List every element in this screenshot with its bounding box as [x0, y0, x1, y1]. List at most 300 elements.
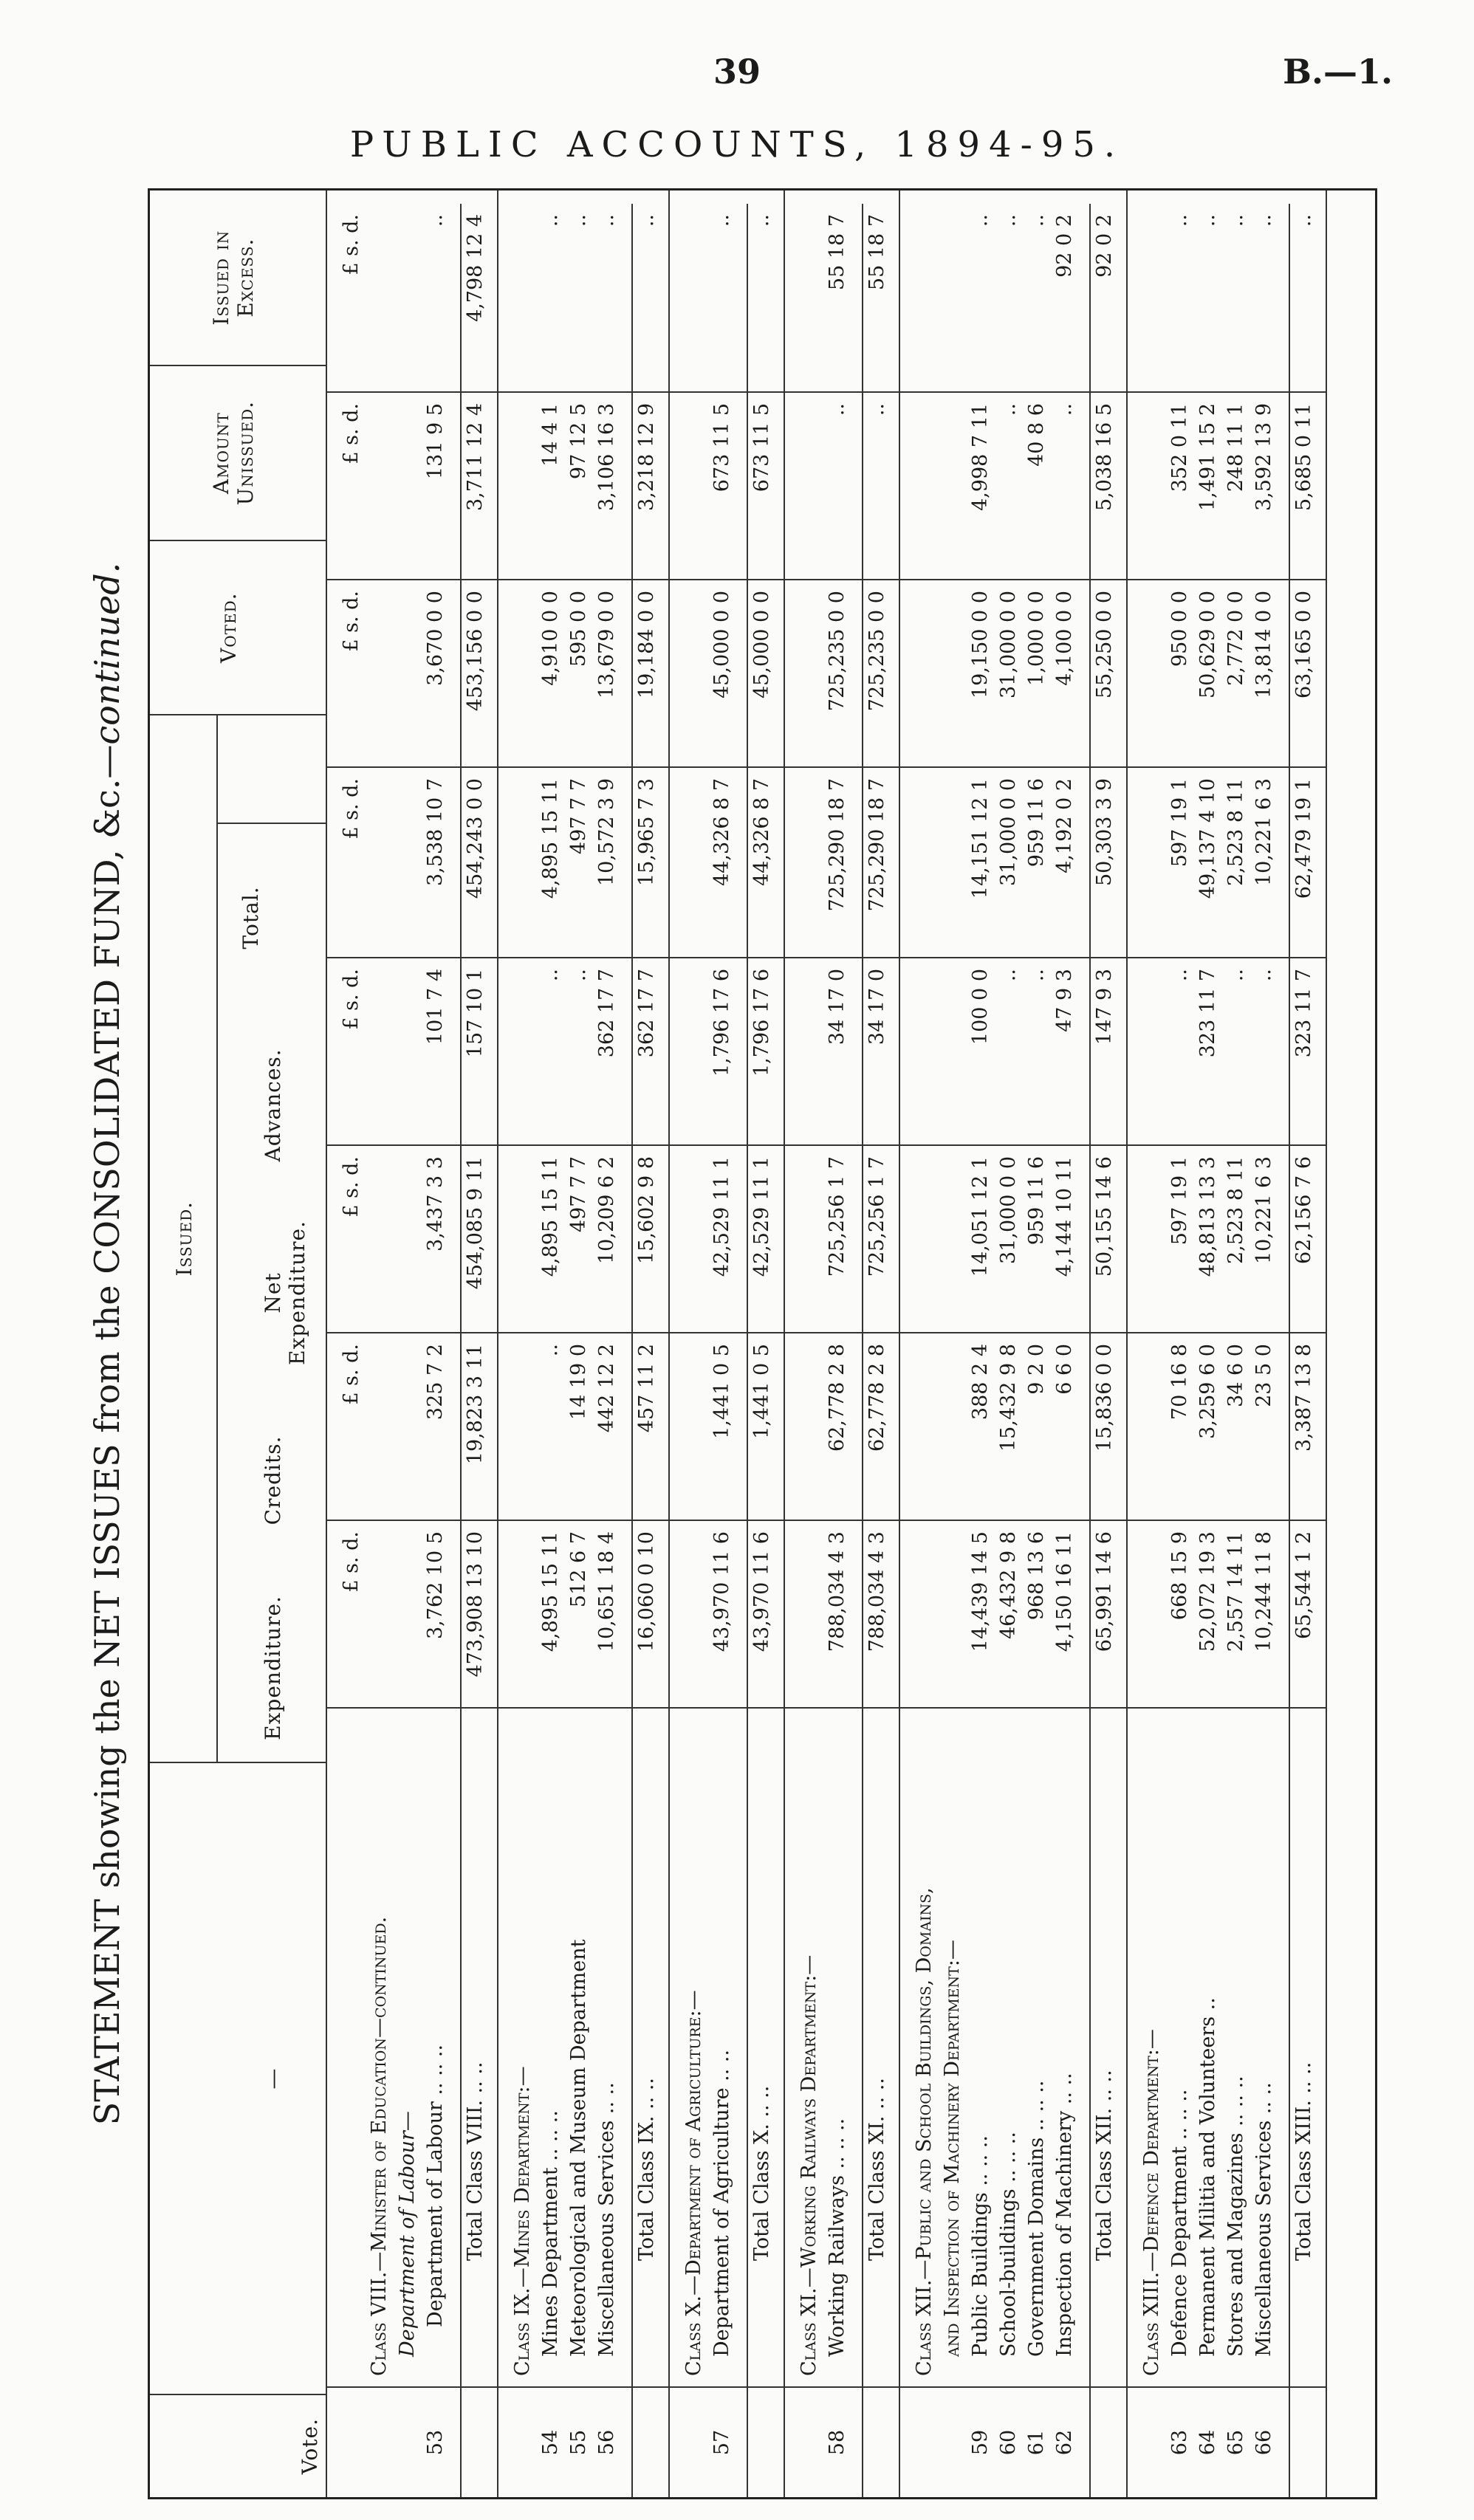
vote-number: 63	[1168, 2429, 1191, 2456]
total-cred: 15,836 0 0	[1089, 1333, 1119, 1520]
amount-unis: ..	[997, 403, 1020, 416]
amount-exc	[394, 204, 422, 391]
description-column	[670, 1707, 784, 2386]
amount-tot: 4,895 15 11	[539, 778, 562, 899]
amount-tot	[1138, 768, 1166, 957]
amount-net	[911, 1146, 939, 1332]
class-section	[670, 190, 785, 2497]
line-description: Public Buildings .. .. ..	[969, 2135, 992, 2357]
amount-cred	[366, 1333, 394, 1520]
total-tot: 44,326 8 7	[747, 768, 776, 957]
line-description: Government Domains .. .. ..	[1025, 2080, 1048, 2357]
class-section	[1128, 190, 1327, 2497]
header-advances: Advances.	[261, 1048, 285, 1162]
total-net: 725,256 1 7	[862, 1146, 891, 1332]
vote-number: 60	[997, 2429, 1020, 2456]
amount-net: 4,144 10 11	[1053, 1156, 1076, 1277]
amount-exp: 52,072 19 3	[1196, 1531, 1219, 1652]
amount-tot: 2,523 8 11	[1224, 778, 1247, 886]
amount-exc: ..	[567, 214, 590, 227]
currency-header: £ s. d.	[340, 1156, 363, 1218]
amount-tot: 4,192 0 2	[1053, 778, 1076, 873]
amount-cred: 14 19 0	[567, 1344, 590, 1421]
amount-exc: ..	[1252, 214, 1275, 227]
amount-exc	[509, 204, 537, 391]
exp-column	[498, 1520, 668, 1707]
amount-cred	[911, 1333, 939, 1520]
amount-exp: 3,762 10 5	[424, 1531, 447, 1639]
vote-number: 56	[595, 2429, 618, 2456]
total-exc: 92 0 2	[1089, 204, 1119, 391]
amount-exp	[795, 1521, 823, 1707]
total-adv: 323 11 7	[1289, 958, 1318, 1144]
amount-unis: ..	[826, 403, 849, 416]
amount-tot	[911, 768, 939, 957]
amount-adv: 1,796 17 6	[710, 969, 733, 1077]
amount-tot	[394, 768, 422, 957]
class-section	[785, 190, 900, 2497]
amount-voted: 50,629 0 0	[1196, 591, 1219, 698]
currency-header: £ s. d.	[340, 591, 363, 652]
header-issued-group	[150, 714, 326, 1761]
unis-column	[900, 391, 1126, 579]
amount-unis	[394, 393, 422, 579]
line-description: Meteorological and Museum Department	[567, 1939, 590, 2357]
total-exp: 65,544 1 2	[1289, 1521, 1318, 1707]
amount-cred: 62,778 2 8	[826, 1344, 849, 1452]
tot-column	[900, 766, 1126, 957]
amount-adv	[366, 958, 394, 1144]
amount-unis	[939, 393, 967, 579]
adv-column	[498, 957, 668, 1144]
total-adv: 147 9 3	[1089, 958, 1119, 1144]
amount-cred	[394, 1333, 422, 1520]
amount-exp: 512 6 7	[567, 1531, 590, 1608]
amount-unis	[1138, 393, 1166, 579]
vote-number	[680, 2388, 708, 2497]
vote-number: 53	[424, 2429, 447, 2456]
line-description: Defence Department .. .. ..	[1168, 2089, 1191, 2357]
total-exp: 16,060 0 10	[631, 1521, 661, 1707]
document-reference: B.—1.	[1283, 52, 1393, 92]
adv-column	[670, 957, 784, 1144]
vote-number	[939, 2388, 967, 2497]
net-column	[785, 1144, 899, 1332]
adv-column	[1128, 957, 1326, 1144]
total-net: 62,156 7 6	[1289, 1146, 1318, 1332]
vote-number	[795, 2388, 823, 2497]
total-voted: 45,000 0 0	[747, 580, 776, 766]
line-description: Class VIII.—Minister of Education—continued.	[368, 1916, 391, 2376]
amount-net: 10,209 6 2	[595, 1156, 618, 1264]
net-column	[327, 1144, 497, 1332]
amount-unis: ..	[1053, 403, 1076, 416]
total-tot: 15,965 7 3	[631, 768, 661, 957]
amount-exp	[939, 1521, 967, 1707]
total-cred: 1,441 0 5	[747, 1333, 776, 1520]
amount-voted: 13,679 0 0	[595, 591, 618, 698]
net-column	[498, 1144, 668, 1332]
cred-column	[900, 1332, 1126, 1520]
line-description: Working Railways .. .. ..	[826, 2118, 849, 2357]
amount-net: 959 11 6	[1025, 1156, 1048, 1246]
vote-column	[670, 2386, 784, 2497]
total-voted: 55,250 0 0	[1089, 580, 1119, 766]
amount-exc: 55 18 7	[826, 214, 849, 291]
total-cred: 62,778 2 8	[862, 1333, 891, 1520]
page-header	[0, 0, 1474, 192]
currency-header: £ s. d.	[340, 778, 363, 840]
amount-cred: 34 6 0	[1224, 1344, 1247, 1407]
amount-voted: 4,910 0 0	[539, 591, 562, 686]
amount-adv: 362 17 7	[595, 969, 618, 1058]
amount-unis: 40 8 6	[1025, 403, 1048, 467]
cred-column	[498, 1332, 668, 1520]
statement-title	[81, 188, 133, 2499]
amount-tot: 959 11 6	[1025, 778, 1048, 868]
amount-exp: 2,557 14 11	[1224, 1531, 1247, 1652]
amount-adv	[795, 958, 823, 1144]
header-issued-in-excess: Issued in Excess.	[209, 230, 258, 326]
amount-unis: 352 0 11	[1168, 403, 1191, 492]
header-description	[150, 1762, 326, 2394]
amount-unis: 131 9 5	[424, 403, 447, 480]
line-description: Class XI.—Working Railways Department:—	[798, 1954, 820, 2376]
cred-column	[327, 1332, 497, 1520]
exc-column	[1128, 204, 1326, 391]
amount-cred	[680, 1333, 708, 1520]
line-description: Class XIII.—Defence Department:—	[1140, 2029, 1163, 2376]
amount-exc: ..	[1168, 214, 1191, 227]
amount-tot: 14,151 12 1	[969, 778, 992, 899]
exc-column	[327, 204, 497, 391]
amount-tot	[795, 768, 823, 957]
amount-exc: 92 0 2	[1053, 214, 1076, 278]
amount-exc: ..	[710, 214, 733, 227]
amount-exp: 10,651 18 4	[595, 1531, 618, 1652]
exp-column	[900, 1520, 1126, 1707]
amount-exc: ..	[539, 214, 562, 227]
class-total-label: Total Class XIII. .. ..	[1289, 1709, 1318, 2386]
vote-number: 61	[1025, 2429, 1048, 2456]
tot-column	[785, 766, 899, 957]
total-voted: 725,235 0 0	[862, 580, 891, 766]
cred-column	[785, 1332, 899, 1520]
amount-net	[509, 1146, 537, 1332]
line-description: Miscellaneous Services .. ..	[1252, 2082, 1275, 2357]
amount-tot: 725,290 18 7	[826, 778, 849, 912]
amount-voted: 4,100 0 0	[1053, 591, 1076, 686]
header-vote	[150, 2394, 326, 2497]
amount-exc	[795, 204, 823, 391]
class-total-label: Total Class IX. .. ..	[631, 1709, 661, 2386]
amount-exc: ..	[997, 214, 1020, 227]
class-total-label: Total Class VIII. .. ..	[460, 1709, 490, 2386]
amount-adv: 101 7 4	[424, 969, 447, 1046]
amount-cred: 3,259 6 0	[1196, 1344, 1219, 1439]
amount-net: 597 19 1	[1168, 1156, 1191, 1246]
vote-number: 66	[1252, 2429, 1275, 2456]
amount-exp: 668 15 9	[1168, 1531, 1191, 1621]
amount-exc	[939, 204, 967, 391]
header-issued: Issued.	[172, 1201, 196, 1277]
amount-exc: ..	[969, 214, 992, 227]
amount-exc	[1138, 204, 1166, 391]
amount-tot: 597 19 1	[1168, 778, 1191, 868]
unis-column	[498, 391, 668, 579]
amount-adv	[939, 958, 967, 1144]
exc-column	[785, 204, 899, 391]
cred-column	[1128, 1332, 1326, 1520]
header-voted-cell	[150, 540, 326, 715]
total-adv: 1,796 17 6	[747, 958, 776, 1144]
amount-net	[795, 1146, 823, 1332]
amount-tot	[509, 768, 537, 957]
total-voted: 63,165 0 0	[1289, 580, 1318, 766]
rotated-statement	[81, 188, 1381, 2499]
amount-unis: 14 4 1	[539, 403, 562, 467]
class-total-label: Total Class XII. .. ..	[1089, 1709, 1119, 2386]
description-column	[900, 1707, 1126, 2386]
currency-header: £ s. d.	[340, 1531, 363, 1593]
total-unis: ..	[862, 393, 891, 579]
total-exc: ..	[747, 204, 776, 391]
amount-net	[1138, 1146, 1166, 1332]
amount-adv: ..	[1168, 969, 1191, 982]
amount-unis	[366, 393, 394, 579]
amount-exp	[509, 1521, 537, 1707]
amount-adv	[509, 958, 537, 1144]
header-excess-cell	[150, 190, 326, 365]
amount-exp: 43,970 11 6	[710, 1531, 733, 1652]
description-column	[327, 1707, 497, 2386]
amount-unis: 97 12 5	[567, 403, 590, 480]
amount-tot	[680, 768, 708, 957]
amount-cred: 9 2 0	[1025, 1344, 1048, 1395]
total-tot: 50,303 3 9	[1089, 768, 1119, 957]
amount-unis	[795, 393, 823, 579]
header-vote-label: Vote.	[298, 2418, 322, 2475]
amount-tot: 44,326 8 7	[710, 778, 733, 886]
header-credits: Credits.	[261, 1435, 285, 1525]
description-column	[785, 1707, 899, 2386]
total-tot: 725,290 18 7	[862, 768, 891, 957]
line-description: Class IX.—Mines Department:—	[511, 2066, 534, 2376]
amount-exc: ..	[595, 214, 618, 227]
amount-exp	[394, 1521, 422, 1707]
currency-header: £ s. d.	[340, 403, 363, 464]
tot-column	[670, 766, 784, 957]
line-description: Mines Department .. .. ..	[539, 2110, 562, 2357]
total-unis: 3,218 12 9	[631, 393, 661, 579]
total-exp: 43,970 11 6	[747, 1521, 776, 1707]
currency-header: £ s. d.	[340, 1344, 363, 1405]
vote-number	[509, 2388, 537, 2497]
amount-exp: 10,244 11 8	[1252, 1531, 1275, 1652]
total-adv: 157 10 1	[460, 958, 490, 1144]
amount-exp: 14,439 14 5	[969, 1531, 992, 1652]
amount-net: 10,221 6 3	[1252, 1156, 1275, 1264]
total-unis: 3,711 12 4	[460, 393, 490, 579]
total-adv: 34 17 0	[862, 958, 891, 1144]
total-exc: 4,798 12 4	[460, 204, 490, 391]
description-column	[498, 1707, 668, 2386]
amount-exp: 968 13 6	[1025, 1531, 1048, 1621]
amount-adv: ..	[997, 969, 1020, 982]
total-net: 454,085 9 11	[460, 1146, 490, 1332]
amount-adv: 323 11 7	[1196, 969, 1219, 1058]
exc-column	[900, 204, 1126, 391]
statement-title-continued: continued.	[87, 562, 127, 745]
amount-net: 3,437 3 3	[424, 1156, 447, 1252]
total-voted: 453,156 0 0	[460, 580, 490, 766]
total-tot: 454,243 0 0	[460, 768, 490, 957]
amount-net: 14,051 12 1	[969, 1156, 992, 1277]
amount-voted: 595 0 0	[567, 591, 590, 667]
amount-voted: 3,670 0 0	[424, 591, 447, 686]
page-number: 39	[713, 52, 761, 92]
description-column	[1128, 1707, 1326, 2386]
tot-column	[1128, 766, 1326, 957]
total-exc: ..	[1289, 204, 1318, 391]
total-net: 15,602 9 8	[631, 1146, 661, 1332]
amount-adv: 34 17 0	[826, 969, 849, 1046]
total-net: 50,155 14 6	[1089, 1146, 1119, 1332]
total-unis: 5,038 16 5	[1089, 393, 1119, 579]
line-description: and Inspection of Machinery Department:—	[941, 1940, 964, 2357]
total-tot: 62,479 19 1	[1289, 768, 1318, 957]
amount-exp: 46,432 9 8	[997, 1531, 1020, 1639]
amount-exp	[911, 1521, 939, 1707]
amount-cred: 388 2 4	[969, 1344, 992, 1421]
amount-voted	[795, 580, 823, 766]
amount-net: 31,000 0 0	[997, 1156, 1020, 1264]
vote-number: 54	[539, 2429, 562, 2456]
amount-adv: ..	[567, 969, 590, 982]
amount-voted: 13,814 0 0	[1252, 591, 1275, 698]
amount-exc: ..	[1224, 214, 1247, 227]
unis-column	[670, 391, 784, 579]
amount-voted	[509, 580, 537, 766]
line-description: School-buildings .. .. ..	[997, 2132, 1020, 2357]
amount-unis: 3,106 16 3	[595, 403, 618, 511]
amount-tot: 10,572 3 9	[595, 778, 618, 886]
amount-exc	[366, 204, 394, 391]
class-section	[327, 190, 498, 2497]
line-description: Stores and Magazines .. .. ..	[1224, 2076, 1247, 2357]
amount-adv: ..	[539, 969, 562, 982]
amount-cred: 325 7 2	[424, 1344, 447, 1421]
net-column	[900, 1144, 1126, 1332]
line-description: Department of Agriculture .. ..	[710, 2049, 733, 2357]
net-column	[670, 1144, 784, 1332]
amount-cred: ..	[539, 1344, 562, 1357]
total-exp: 65,991 14 6	[1089, 1521, 1119, 1707]
vote-number: 57	[710, 2429, 733, 2456]
amount-cred	[795, 1333, 823, 1520]
amount-adv: 100 0 0	[969, 969, 992, 1046]
amount-voted: 31,000 0 0	[997, 591, 1020, 698]
tot-column	[498, 766, 668, 957]
table-header	[150, 190, 327, 2497]
amount-unis: 3,592 13 9	[1252, 403, 1275, 511]
vote-number: 62	[1053, 2429, 1076, 2456]
class-section	[498, 190, 670, 2497]
amount-cred: 23 5 0	[1252, 1344, 1275, 1407]
total-exc: 55 18 7	[862, 204, 891, 391]
amount-cred: 1,441 0 5	[710, 1344, 733, 1439]
amount-voted	[366, 580, 394, 766]
vote-number	[366, 2388, 394, 2497]
amount-exp: 4,895 15 11	[539, 1531, 562, 1652]
voted-column	[900, 579, 1126, 766]
amount-net: 4,895 15 11	[539, 1156, 562, 1277]
total-voted: 19,184 0 0	[631, 580, 661, 766]
total-exp: 473,908 13 10	[460, 1521, 490, 1707]
header-unissued-cell	[150, 365, 326, 540]
line-description: Miscellaneous Services .. ..	[595, 2082, 618, 2357]
statement-title-main: STATEMENT showing the NET ISSUES from the CONSOLIDATED FUND, &c.—	[87, 744, 127, 2126]
amount-unis: 673 11 5	[710, 403, 733, 492]
header-total: Total.	[239, 886, 263, 950]
amount-cred: 442 12 2	[595, 1344, 618, 1433]
amount-voted: 2,772 0 0	[1224, 591, 1247, 686]
currency-header: £ s. d.	[340, 969, 363, 1030]
tot-column	[327, 766, 497, 957]
total-exp: 788,034 4 3	[862, 1521, 891, 1707]
vote-number	[911, 2388, 939, 2497]
vote-column	[1128, 2386, 1326, 2497]
amount-voted: 725,235 0 0	[826, 591, 849, 712]
amount-tot: 31,000 0 0	[997, 778, 1020, 886]
voted-column	[327, 579, 497, 766]
amount-net	[680, 1146, 708, 1332]
total-unis: 5,685 0 11	[1289, 393, 1318, 579]
amount-exp: 4,150 16 11	[1053, 1531, 1076, 1652]
amount-net: 497 7 7	[567, 1156, 590, 1233]
amount-unis: 1,491 15 2	[1196, 403, 1219, 511]
amount-exc: ..	[1025, 214, 1048, 227]
amount-voted: 19,150 0 0	[969, 591, 992, 698]
amount-voted: 45,000 0 0	[710, 591, 733, 698]
vote-number: 58	[826, 2429, 849, 2456]
amount-tot	[366, 768, 394, 957]
amount-net: 48,813 13 3	[1196, 1156, 1219, 1277]
statement-table	[148, 188, 1377, 2499]
vote-number: 64	[1196, 2429, 1219, 2456]
vote-number	[1138, 2388, 1166, 2497]
amount-exp	[1138, 1521, 1166, 1707]
amount-voted	[939, 580, 967, 766]
amount-voted	[680, 580, 708, 766]
amount-exc	[680, 204, 708, 391]
vote-column	[327, 2386, 497, 2497]
vote-column	[498, 2386, 668, 2497]
amount-adv: ..	[1252, 969, 1275, 982]
currency-header: £ s. d.	[340, 214, 363, 275]
amount-tot: 497 7 7	[567, 778, 590, 855]
exc-column	[498, 204, 668, 391]
amount-net: 2,523 8 11	[1224, 1156, 1247, 1264]
amount-voted: 1,000 0 0	[1025, 591, 1048, 686]
amount-adv	[1138, 958, 1166, 1144]
total-cred: 457 11 2	[631, 1333, 661, 1520]
exc-column	[670, 204, 784, 391]
unis-column	[327, 391, 497, 579]
amount-adv: 47 9 3	[1053, 969, 1076, 1032]
adv-column	[327, 957, 497, 1144]
amount-tot: 49,137 4 10	[1196, 778, 1219, 899]
